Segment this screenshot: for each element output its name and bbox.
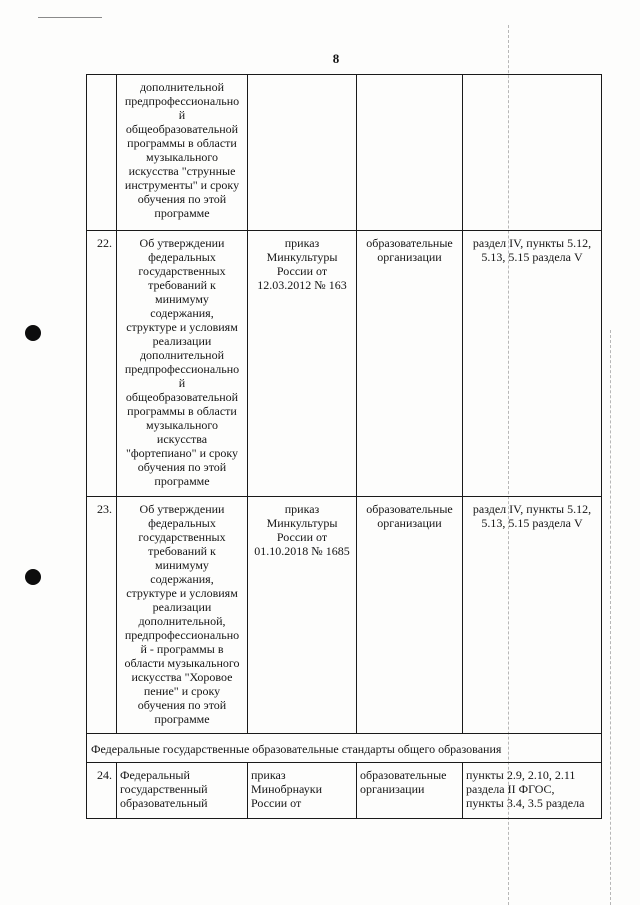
subjects-cell: образовательные организации: [357, 497, 463, 734]
section-header-row: [87, 734, 602, 763]
table-row: [87, 763, 602, 819]
row-number-cell: [87, 75, 117, 231]
page-number: 8: [332, 51, 340, 66]
legal-act-cell: [248, 75, 357, 231]
row-number-cell: 22.: [87, 231, 117, 497]
document-title-cell: Об утверждении федеральных государственных требований к минимуму содержания, структуре и условиям реализации дополнительной, предпрофессионально й - программы в области музыкального искусства "Хоровое пение" и сроку обучения по этой программе: [117, 497, 248, 734]
table-row: [87, 75, 602, 231]
subjects-cell: образовательные организации: [357, 231, 463, 497]
punch-hole: [25, 325, 41, 341]
document-title-cell: Об утверждении федеральных государственных требований к минимуму содержания, структуре и условиям реализации дополнительной предпрофессионально й общеобразовательной программы в области музыкального искусства "фортепиано" и сроку обучения по этой программе: [117, 231, 248, 497]
punch-hole: [25, 569, 41, 585]
table-row: [87, 497, 602, 734]
requirements-table: [86, 74, 602, 819]
document-title-cell: дополнительной предпрофессионально й общеобразовательной программы в области музыкального искусства "струнные инструменты" и сроку обучения по этой программе: [117, 75, 248, 231]
scan-artifact-line: [610, 330, 611, 905]
provisions-cell: пункты 2.9, 2.10, 2.11 раздела II ФГОС, пункты 3.4, 3.5 раздела: [463, 763, 602, 819]
row-number-cell: 24.: [87, 763, 117, 819]
scan-artifact-line: [38, 17, 102, 18]
table-row: [87, 231, 602, 497]
provisions-cell: раздел IV, пункты 5.12, 5.13, 5.15 раздела V: [463, 497, 602, 734]
legal-act-cell: приказ Минкультуры России от 01.10.2018 № 1685: [248, 497, 357, 734]
legal-act-cell: приказ Минобрнауки России от: [248, 763, 357, 819]
legal-act-cell: приказ Минкультуры России от 12.03.2012 № 163: [248, 231, 357, 497]
section-header: Федеральные государственные образовательные стандарты общего образования: [87, 734, 602, 763]
provisions-cell: раздел IV, пункты 5.12, 5.13, 5.15 раздела V: [463, 231, 602, 497]
subjects-cell: [357, 75, 463, 231]
row-number-cell: 23.: [87, 497, 117, 734]
subjects-cell: образовательные организации: [357, 763, 463, 819]
provisions-cell: [463, 75, 602, 231]
document-title-cell: Федеральный государственный образовательный: [117, 763, 248, 819]
